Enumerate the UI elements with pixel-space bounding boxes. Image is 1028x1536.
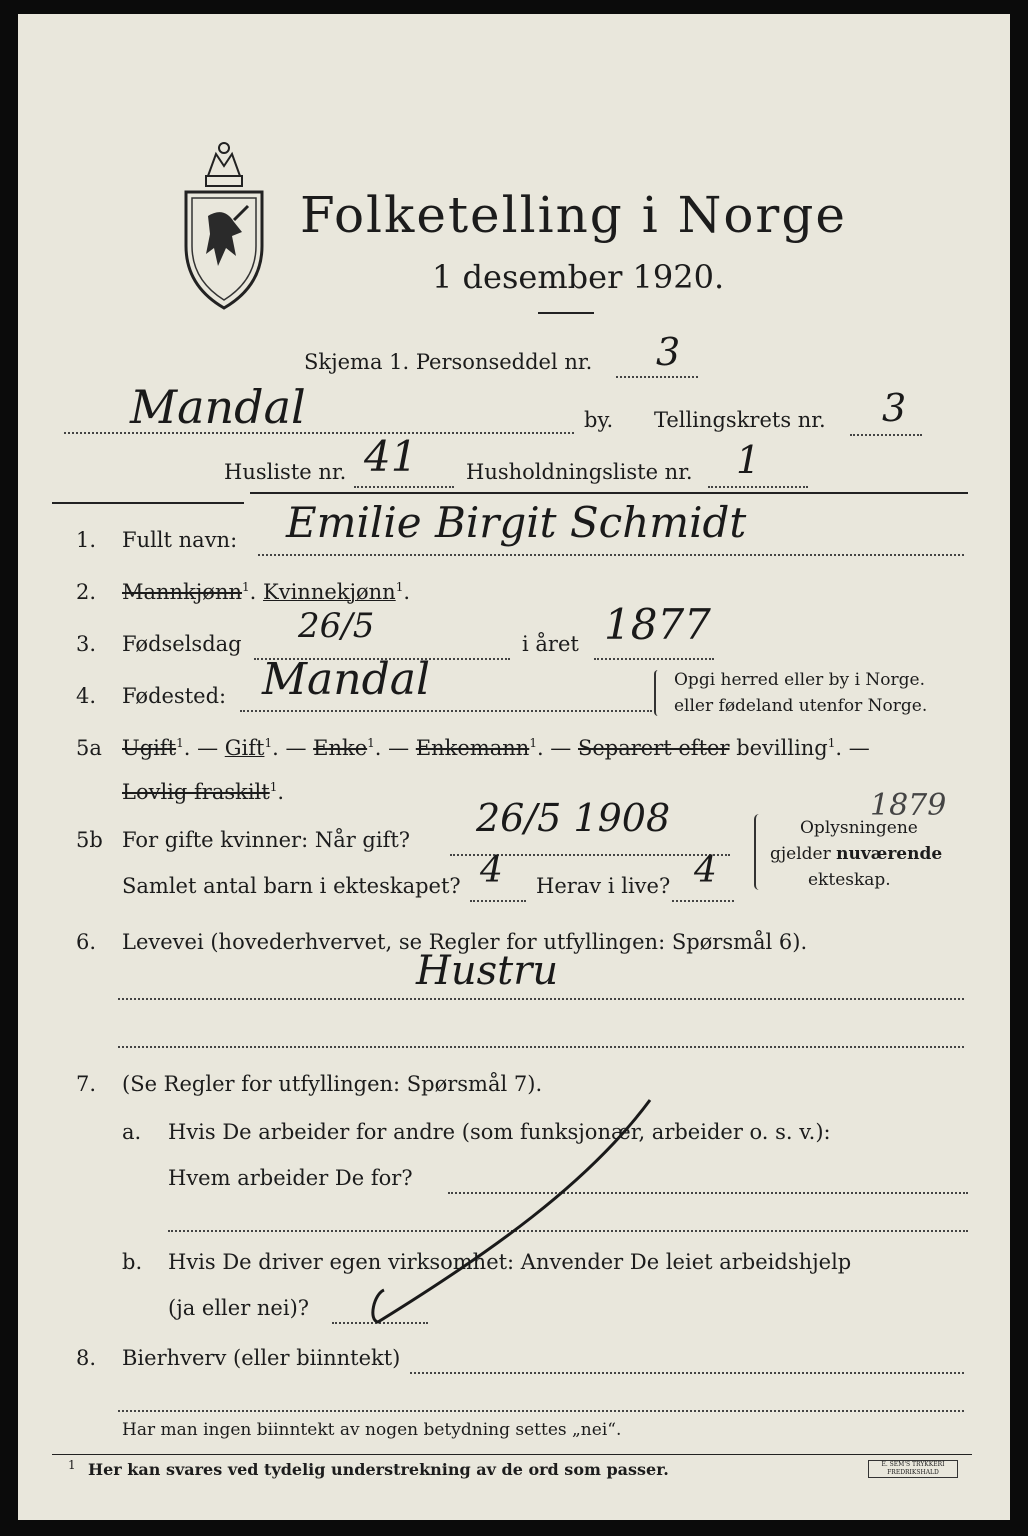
husholdningsliste-line <box>708 486 808 488</box>
q7b-text: Hvis De driver egen virksomhet: Anvender De leiet arbeidshjelp <box>168 1250 852 1274</box>
husliste-label: Husliste nr. <box>224 460 347 484</box>
q2-sup-2: 1 <box>395 580 404 594</box>
q5a-gift: Gift <box>224 736 265 760</box>
q2-options <box>122 580 410 604</box>
q5a-enke: Enke <box>313 736 368 760</box>
q6-line1 <box>118 998 964 1000</box>
footnote-rule <box>52 1454 972 1455</box>
husholdningsliste-nr: 1 <box>736 438 761 482</box>
q8-line2 <box>118 1410 964 1412</box>
q3-year-label: i året <box>522 632 579 656</box>
q3-number: 3. <box>76 632 97 656</box>
q5b-note-nuvaerende: nuværende <box>836 844 943 864</box>
q7a-letter: a. <box>122 1120 142 1144</box>
strike-through-mark <box>338 1094 658 1334</box>
q3-label: Fødselsdag <box>122 632 242 656</box>
q5b-living-line <box>672 900 734 902</box>
q5b-children-label: Samlet antal barn i ekteskapet? <box>122 874 461 898</box>
q2-sep: . <box>249 580 257 604</box>
q5a-separert: Separert efter <box>577 736 730 760</box>
footer-note: Har man ingen biinntekt av nogen betydning settes „nei“. <box>122 1420 622 1440</box>
q8-line1 <box>410 1372 964 1374</box>
q8-label: Bierhverv (eller biinntekt) <box>122 1346 401 1370</box>
q3-birth-year: 1877 <box>604 600 711 649</box>
tellingskrets-label: Tellingskrets nr. <box>654 408 826 432</box>
q6-label: Levevei (hovederhvervet, se Regler for utfyllingen: Spørsmål 6). <box>122 930 808 954</box>
q5a-lovlig-fraskilt: Lovlig fraskilt <box>122 780 270 804</box>
q5b-note-brace <box>754 814 764 890</box>
q7-number: 7. <box>76 1072 97 1096</box>
q5b-note-line1: Oplysningene <box>800 818 918 838</box>
q1-line <box>258 554 964 556</box>
q6-occupation: Hustru <box>416 948 559 994</box>
q5b-children-line <box>470 900 526 902</box>
tellingskrets-nr: 3 <box>882 386 907 430</box>
town-name: Mandal <box>130 380 306 434</box>
q1-number: 1. <box>76 528 97 552</box>
q5b-margin-note: 1879 <box>870 788 947 823</box>
q1-full-name: Emilie Birgit Schmidt <box>286 498 747 547</box>
schema-label: Skjema 1. Personseddel nr. <box>304 350 593 374</box>
q5b-living-label: Herav i live? <box>536 874 671 898</box>
q5b-note-line3: ekteskap. <box>808 870 891 890</box>
q5a-enkemann: Enkemann <box>415 736 530 760</box>
header-rule-left <box>52 502 244 504</box>
tellingskrets-line <box>850 434 922 436</box>
schema-nr-line <box>616 376 698 378</box>
footnote-text: Her kan svares ved tydelig understrekning av de ord som passer. <box>88 1460 669 1479</box>
form-title: Folketelling i Norge <box>300 186 847 244</box>
q5b-number: 5b <box>76 828 103 852</box>
footnote-marker: 1 <box>68 1458 76 1472</box>
q6-number: 6. <box>76 930 97 954</box>
q4-line <box>240 710 652 712</box>
husliste-nr: 41 <box>364 432 418 481</box>
q5a-ugift: Ugift <box>122 736 177 760</box>
q4-note-line1: Opgi herred eller by i Norge. <box>674 670 925 690</box>
q7-label: (Se Regler for utfyllingen: Spørsmål 7). <box>122 1072 543 1096</box>
q4-note-line2: eller fødeland utenfor Norge. <box>674 696 928 716</box>
q7b-sub-label: (ja eller nei)? <box>168 1296 310 1320</box>
q6-line2 <box>118 1046 964 1048</box>
q5b-label: For gifte kvinner: Når gift? <box>122 828 411 852</box>
q2-male-option: Mannkjønn <box>122 580 243 604</box>
q2-end: . <box>403 580 411 604</box>
q5b-marriage-date: 26/5 1908 <box>476 796 671 840</box>
q3-year-line <box>594 658 714 660</box>
header-rule-right <box>250 492 968 494</box>
q5a-bevilling: bevilling <box>736 736 828 760</box>
census-form <box>18 14 1010 1520</box>
q4-birthplace: Mandal <box>262 654 431 705</box>
q5a-number: 5a <box>76 736 102 760</box>
q5b-living-count: 4 <box>694 850 717 891</box>
husholdningsliste-label: Husholdningsliste nr. <box>466 460 693 484</box>
q2-number: 2. <box>76 580 97 604</box>
q5b-children-count: 4 <box>480 850 503 891</box>
q5a-options: Ugift$^1$. — Gift$^1$. — Enke$^1$. — Enkemann$^1$. — Separert efter bevilling$^1$. — <box>122 736 870 760</box>
husliste-line <box>354 486 454 488</box>
coat-of-arms-icon <box>178 136 270 316</box>
q2-female-option: Kvinnekjønn <box>263 580 396 604</box>
q7a-sub-label: Hvem arbeider De for? <box>168 1166 413 1190</box>
q4-number: 4. <box>76 684 97 708</box>
census-date: 1 desember 1920. <box>432 258 725 296</box>
q7a-text: Hvis De arbeider for andre (som funksjonær, arbeider o. s. v.): <box>168 1120 831 1144</box>
q2-sup-1: 1 <box>242 580 250 594</box>
q1-label: Fullt navn: <box>122 528 238 552</box>
q5a-options-cont: Lovlig fraskilt$^1$. <box>122 780 285 804</box>
q4-note-brace <box>654 670 662 716</box>
q8-number: 8. <box>76 1346 97 1370</box>
q5b-note-gjelder: gjelder <box>770 844 831 864</box>
printer-stamp: E. SEM'S TRYKKERI FREDRIKSHALD <box>868 1460 958 1478</box>
q4-label: Fødested: <box>122 684 227 708</box>
q3-birthday: 26/5 <box>298 606 375 646</box>
q5b-note-line2 <box>770 844 942 864</box>
schema-nr: 3 <box>656 330 681 374</box>
title-divider <box>538 312 594 314</box>
q7b-letter: b. <box>122 1250 143 1274</box>
by-label: by. <box>584 408 614 432</box>
